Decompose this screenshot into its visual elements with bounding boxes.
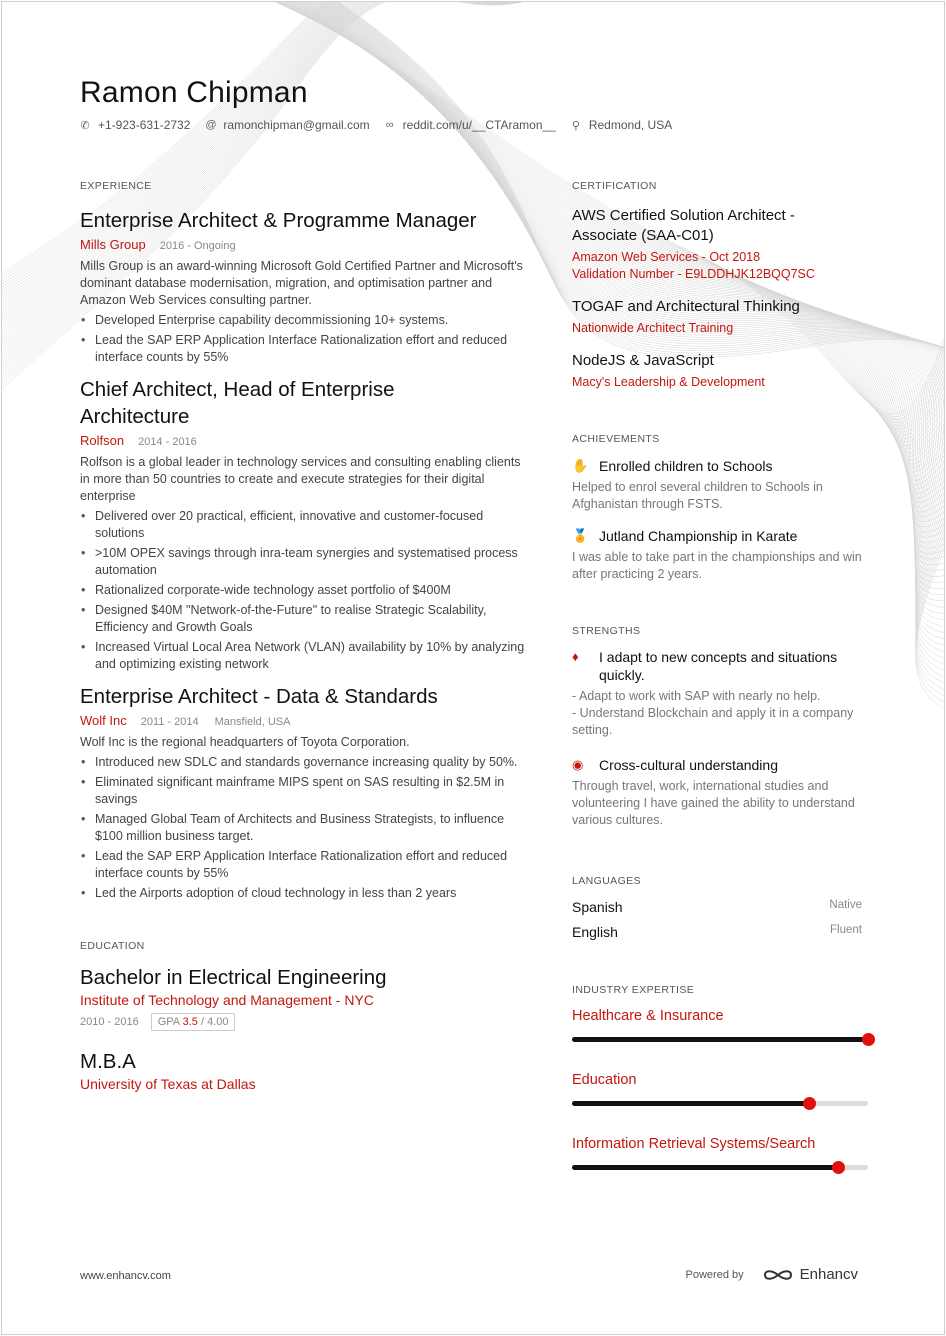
expertise-label: Education xyxy=(572,1072,637,1088)
job-meta xyxy=(80,237,530,252)
job-bullet: • Eliminated significant mainframe MIPS spent on SAS resulting in $2.5M in savings xyxy=(80,774,530,808)
job-entry xyxy=(80,376,530,673)
job-entry xyxy=(80,683,530,902)
education-section-title: EDUCATION xyxy=(80,940,145,952)
job-bullet: • Managed Global Team of Architects and Business Strategists, to influence $100 million business target. xyxy=(80,811,530,845)
expertise-bar-knob xyxy=(862,1033,875,1046)
contact-location xyxy=(571,118,672,132)
globe-icon: ◉ xyxy=(572,757,584,772)
job-bullet: • >10M OPEX savings through inra-team synergies and systematised process automation xyxy=(80,545,530,579)
certification-entry xyxy=(572,206,822,283)
expertise-label: Information Retrieval Systems/Search xyxy=(572,1136,816,1152)
gpa-value: 3.5 xyxy=(182,1016,198,1028)
job-dates: 2016 - Ongoing xyxy=(159,240,236,252)
right-column xyxy=(572,180,872,1170)
achievement-entry xyxy=(572,457,872,513)
footer-website-link[interactable]: www.enhancv.com xyxy=(80,1270,171,1282)
job-bullet: • Increased Virtual Local Area Network (VLAN) availability by 10% by analyzing and optimizing existing network xyxy=(80,639,530,673)
language-level: Fluent xyxy=(830,924,862,936)
achievements-section-title: ACHIEVEMENTS xyxy=(572,433,660,445)
job-bullet: • Introduced new SDLC and standards governance increasing quality by 50%. xyxy=(80,754,530,771)
job-bullets xyxy=(80,754,530,902)
language-row xyxy=(572,924,862,940)
expertise-entry xyxy=(572,1072,872,1106)
contact-email-text: ramonchipman@gmail.com xyxy=(223,118,370,132)
job-company: Mills Group xyxy=(80,237,146,252)
language-name: English xyxy=(572,924,618,940)
certification-name: AWS Certified Solution Architect - Associate (SAA-C01) xyxy=(572,207,795,244)
education-degree: M.B.A xyxy=(80,1050,136,1073)
expertise-entry xyxy=(572,1008,872,1042)
expertise-label: Healthcare & Insurance xyxy=(572,1008,724,1024)
job-company: Rolfson xyxy=(80,433,125,448)
strength-entry xyxy=(572,756,872,829)
expertise-bar-knob xyxy=(832,1161,845,1174)
job-meta xyxy=(80,713,530,728)
resume-page xyxy=(1,1,945,1335)
contact-link[interactable] xyxy=(385,118,556,132)
job-company: Wolf Inc xyxy=(80,713,127,728)
contact-email[interactable] xyxy=(205,118,369,132)
job-bullet: • Led the Airports adoption of cloud technology in less than 2 years xyxy=(80,885,530,902)
job-dates: 2011 - 2014 xyxy=(140,716,199,728)
education-meta xyxy=(80,1013,530,1031)
job-entry xyxy=(80,207,530,366)
strength-description: Through travel, work, international studies and volunteering I have gained the ability to understand various cultures. xyxy=(572,779,855,827)
job-title: Enterprise Architect & Programme Manager xyxy=(80,209,477,232)
expertise-bar-fill xyxy=(572,1101,809,1106)
link-icon: ∞ xyxy=(385,119,394,131)
location-pin-icon: ⚲ xyxy=(571,119,580,132)
contact-bar xyxy=(80,118,687,132)
strength-title: Cross-cultural understanding xyxy=(599,757,778,773)
strength-description: - Adapt to work with SAP with nearly no help. - Understand Blockchain and apply it in a company setting. xyxy=(572,689,854,737)
achievement-title: Jutland Championship in Karate xyxy=(599,528,798,544)
job-bullet: • Rationalized corporate-wide technology asset portfolio of $400M xyxy=(80,582,530,599)
education-entry xyxy=(80,1049,530,1092)
job-meta xyxy=(80,433,530,448)
contact-link-text: reddit.com/u/__CTAramon__ xyxy=(402,118,556,132)
gpa-max: / 4.00 xyxy=(200,1016,229,1028)
language-row xyxy=(572,899,862,915)
experience-section-title: EXPERIENCE xyxy=(80,180,152,192)
powered-by-label: Powered by xyxy=(685,1268,744,1281)
language-name: Spanish xyxy=(572,899,623,915)
job-title: Chief Architect, Head of Enterprise Architecture xyxy=(80,378,395,428)
education-school: University of Texas at Dallas xyxy=(80,1076,256,1092)
job-bullets xyxy=(80,508,530,673)
job-bullet: • Designed $40M "Network-of-the-Future" to realise Strategic Scalability, Efficiency and Growth Goals xyxy=(80,602,530,636)
job-bullet: • Lead the SAP ERP Application Interface Rationalization effort and reduced interface counts by 55% xyxy=(80,332,530,366)
job-bullets xyxy=(80,312,530,366)
certification-name: NodeJS & JavaScript xyxy=(572,352,714,369)
job-description: Mills Group is an award-winning Microsoft Gold Certified Partner and Microsoft's dominant database modernisation, migration, and optimisation partner and Amazon Web Services consulting partner. xyxy=(80,259,523,307)
industry-expertise-section-title: INDUSTRY EXPERTISE xyxy=(572,984,695,996)
expertise-bar-knob xyxy=(803,1097,816,1110)
job-dates: 2014 - 2016 xyxy=(138,436,197,448)
job-description: Rolfson is a global leader in technology services and consulting enabling clients in more than 50 countries to create and execute strategies for their digital enterprise xyxy=(80,455,521,503)
expertise-bar xyxy=(572,1037,868,1042)
language-level: Native xyxy=(829,899,862,911)
certification-issuer: Amazon Web Services - Oct 2018 xyxy=(572,250,761,264)
job-bullet: • Delivered over 20 practical, efficient, innovative and customer-focused solutions xyxy=(80,508,530,542)
strength-entry xyxy=(572,648,872,739)
contact-phone[interactable] xyxy=(80,118,190,132)
certification-validation: Validation Number - E9LDDHJK12BQQ7SC xyxy=(572,267,815,281)
education-entry xyxy=(80,965,530,1031)
achievement-title: Enrolled children to Schools xyxy=(599,458,773,474)
languages-section-title: LANGUAGES xyxy=(572,875,641,887)
certification-issuer: Macy's Leadership & Development xyxy=(572,375,765,389)
job-description: Wolf Inc is the regional headquarters of Toyota Corporation. xyxy=(80,735,410,749)
contact-location-text: Redmond, USA xyxy=(588,118,673,132)
footer-powered-by xyxy=(686,1266,858,1283)
medal-icon: 🏅 xyxy=(572,528,589,543)
education-dates: 2010 - 2016 xyxy=(80,1016,139,1028)
achievement-description: Helped to enrol several children to Schools in Afghanistan through FSTS. xyxy=(572,480,823,511)
expertise-bar xyxy=(572,1101,868,1106)
education-degree: Bachelor in Electrical Engineering xyxy=(80,966,387,989)
hand-icon: ✋ xyxy=(572,458,589,473)
expertise-bar xyxy=(572,1165,868,1170)
at-icon: @ xyxy=(205,119,217,131)
strengths-section-title: STRENGTHS xyxy=(572,625,641,637)
achievement-description: I was able to take part in the championships and win after practicing 2 years. xyxy=(572,550,862,581)
expertise-bar-fill xyxy=(572,1165,838,1170)
job-bullet: • Developed Enterprise capability decommissioning 10+ systems. xyxy=(80,312,530,329)
candidate-name: Ramon Chipman xyxy=(80,76,308,109)
expertise-bar-fill xyxy=(572,1037,868,1042)
achievement-entry xyxy=(572,527,872,583)
enhancv-logo[interactable] xyxy=(762,1266,858,1283)
job-title: Enterprise Architect - Data & Standards xyxy=(80,685,438,708)
gpa-badge xyxy=(151,1013,236,1031)
certification-name: TOGAF and Architectural Thinking xyxy=(572,298,800,315)
enhancv-logo-icon xyxy=(762,1267,794,1283)
phone-icon: ✆ xyxy=(80,119,90,132)
job-bullet: • Lead the SAP ERP Application Interface Rationalization effort and reduced interface counts by 55% xyxy=(80,848,530,882)
contact-phone-text: +1-923-631-2732 xyxy=(98,118,191,132)
job-location: Mansfield, USA xyxy=(214,716,291,728)
left-column xyxy=(80,180,530,1092)
certification-entry xyxy=(572,297,872,337)
certification-section-title: CERTIFICATION xyxy=(572,180,657,192)
certification-issuer: Nationwide Architect Training xyxy=(572,321,734,335)
piggy-bank-icon: ♦ xyxy=(572,649,579,664)
gpa-label: GPA xyxy=(157,1016,180,1028)
education-school: Institute of Technology and Management - NYC xyxy=(80,992,374,1008)
enhancv-brand-name: Enhancv xyxy=(799,1266,858,1283)
expertise-entry xyxy=(572,1136,872,1170)
strength-title: I adapt to new concepts and situations quickly. xyxy=(599,649,838,683)
certification-entry xyxy=(572,351,872,391)
